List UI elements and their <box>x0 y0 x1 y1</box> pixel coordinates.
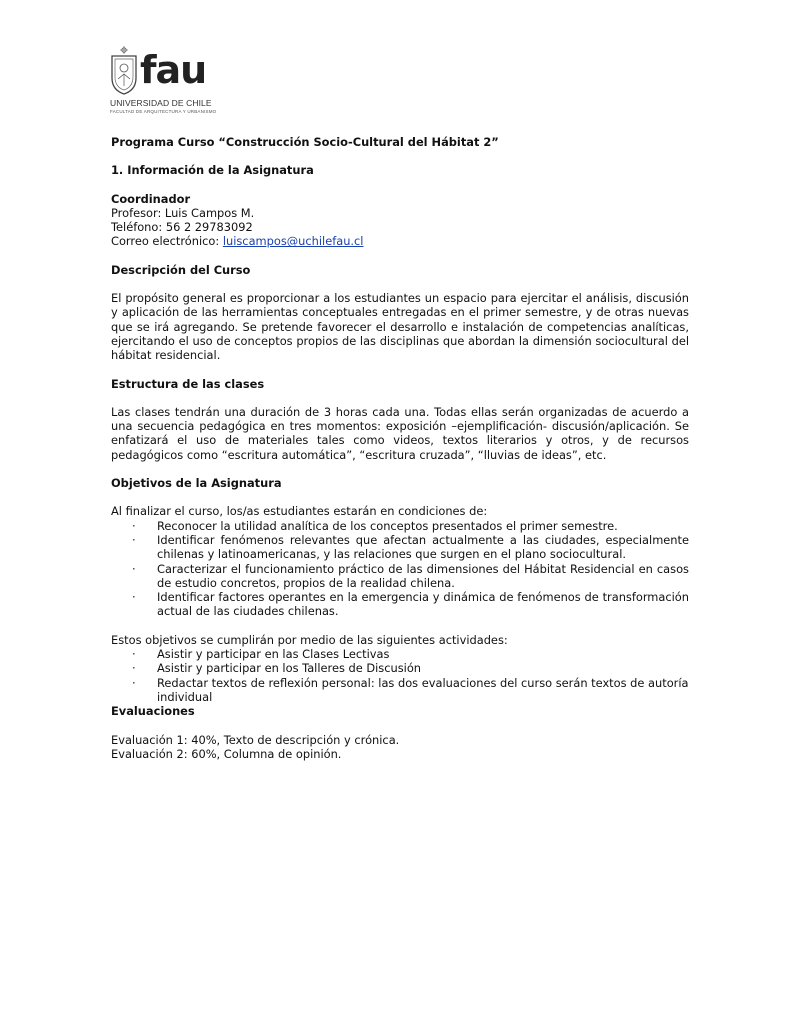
objectives-heading: Objetivos de la Asignatura <box>111 476 282 491</box>
university-logo <box>110 46 220 118</box>
bullet-icon: · <box>132 532 136 547</box>
bullet-icon: · <box>132 518 136 533</box>
list-item: · Asistir y participar en las Clases Lectivas <box>132 647 390 662</box>
evaluation-item: Evaluación 1: 40%, Texto de descripción y crónica. <box>111 732 400 747</box>
list-item: · Caracterizar el funcionamiento práctico de las dimensiones del Hábitat Residencial en casos de estudio concretos, propios de la realidad chilena. <box>132 561 689 590</box>
document-body <box>111 135 689 761</box>
bullet-icon: · <box>132 647 136 662</box>
evaluations-heading: Evaluaciones <box>111 704 195 719</box>
activities-list <box>111 647 689 704</box>
email-label: Correo electrónico: <box>111 234 223 249</box>
structure-heading: Estructura de las clases <box>111 376 265 391</box>
structure-text: Las clases tendrán una duración de 3 horas cada una. Todas ellas serán organizadas de acuerdo a una secuencia pedagógica en tres momentos: exposición –ejemplificación- discusión/aplicación. Se enfatizará el uso de materiales tales como videos, textos literarios y otros, y de recursos pedagógicos como “escritura automática”, “escritura cruzada”, “lluvias de ideas”, etc. <box>111 404 689 462</box>
list-item: · Redactar textos de reflexión personal: las dos evaluaciones del curso serán textos de autoría individual <box>132 675 689 704</box>
evaluation-item: Evaluación 2: 60%, Columna de opinión. <box>111 746 342 761</box>
program-title: Programa Curso “Construcción Socio-Cultural del Hábitat 2” <box>111 135 499 149</box>
coordinator-professor: Profesor: Luis Campos M. <box>111 205 255 220</box>
crest-icon <box>110 46 138 96</box>
list-item: · Identificar factores operantes en la emergencia y dinámica de fenómenos de transformación actual de las ciudades chilenas. <box>132 590 689 619</box>
coordinator-email-line <box>111 234 689 248</box>
bullet-icon: · <box>132 590 136 605</box>
objectives-intro: Al finalizar el curso, los/as estudiantes estarán en condiciones de: <box>111 504 488 519</box>
coordinator-phone: Teléfono: 56 2 29783092 <box>111 220 253 235</box>
section-title: 1. Información de la Asignatura <box>111 163 314 178</box>
description-heading: Descripción del Curso <box>111 262 251 277</box>
bullet-icon: · <box>132 561 136 576</box>
logo-wordmark: fau <box>140 48 207 92</box>
coordinator-heading: Coordinador <box>111 191 191 206</box>
list-item: · Identificar fenómenos relevantes que afectan actualmente a las ciudades, especialmente chilenas y latinoamericanas, y las relaciones que surgen en el plano sociocultural. <box>132 532 689 562</box>
bullet-icon: · <box>132 661 136 676</box>
activities-intro: Estos objetivos se cumplirán por medio de las siguientes actividades: <box>111 632 508 647</box>
logo-university: UNIVERSIDAD DE CHILE <box>110 98 212 108</box>
objectives-list <box>111 519 689 619</box>
logo-faculty: FACULTAD DE ARQUITECTURA Y URBANISMO <box>110 109 217 114</box>
bullet-icon: · <box>132 675 136 690</box>
list-item: · Asistir y participar en los Talleres de Discusión <box>132 661 422 676</box>
description-text: El propósito general es proporcionar a los estudiantes un espacio para ejercitar el análisis, discusión y aplicación de las herramientas conceptuales entregadas en el primer semestre, y de otras nuevas que se irá agregando. Se pretende favorecer el desarrollo e instalación de competencias analíticas, ejercitando el uso de conceptos propios de las disciplinas que abordan la dimensión sociocultural del hábitat residencial. <box>111 291 689 363</box>
email-link[interactable]: luiscampos@uchilefau.cl <box>222 234 364 249</box>
list-item: · Reconocer la utilidad analítica de los conceptos presentados el primer semestre. <box>132 518 618 533</box>
